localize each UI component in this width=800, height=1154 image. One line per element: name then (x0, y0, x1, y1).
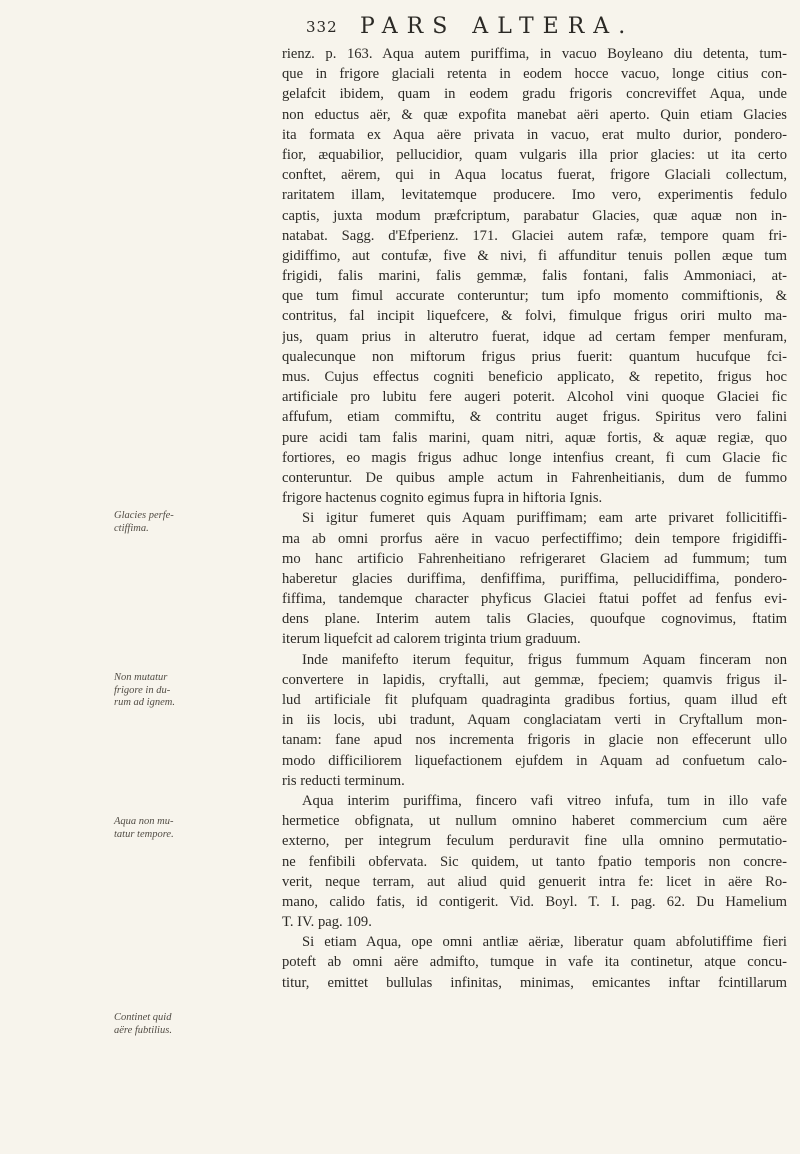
running-title: PARS ALTERA. (360, 14, 635, 39)
text-line: artificiale pro lubitu fere augeri poterit. Alcohol vini quoque Glaciei fic (282, 389, 787, 406)
text-line: T. IV. pag. 109. (282, 914, 372, 931)
text-line: que tum fimul accurate conteruntur; tum ipfo momento commiftionis, & (282, 288, 787, 305)
text-line: captis, juxta modum præfcriptum, parabatur Glacies, quæ aquæ non in- (282, 207, 787, 224)
text-line: titur, emittet bullulas infinitas, minimas, emicantes inftar fcintillarum (282, 974, 787, 991)
text-line: modo difficiliorem liquefactionem ejufdem in Aquam ad confuetum calo- (282, 752, 787, 769)
text-line: hermetice obfignata, ut nullum omnino haberet commercium cum aëre (282, 813, 787, 830)
text-line: fiffima, tandemque character phyficus Glaciei ftatui poffet ad fenfus evi- (282, 591, 787, 608)
text-line: mus. Cujus effectus cogniti beneficio applicato, & repetito, frigus hoc (282, 369, 787, 385)
page-number: 332 (306, 18, 338, 36)
text-line: contritus, fal incipit liquefcere, & folvi, fimulque frigus oriri multo ma- (282, 308, 787, 325)
text-line: fortiores, eo magis frigus adhuc longe intenfius creant, fi cum Glacie fic (282, 449, 787, 466)
text-line: Inde manifefto iterum fequitur, frigus fummum Aquam finceram non (302, 651, 787, 668)
text-line: externo, per integrum feculum perduravit fine ulla omnino permutatio- (282, 833, 787, 850)
text-line: pure acidi tam falis marini, quam nitri, aquæ fortis, & aquæ regiæ, quo (282, 429, 787, 446)
text-line: conteruntur. De quibus ample actum in Fahrenheitianis, dum de fummo (282, 469, 787, 486)
text-line: verit, neque terram, aut aliud quid genuerit intra fe: licet in aëre Ro- (282, 873, 787, 890)
text-line: haberetur glacies duriffima, denfiffima, puriffima, pellucidiffima, pondero- (282, 570, 787, 587)
text-line: ris reducti terminum. (282, 772, 405, 789)
margin-note-2 (114, 672, 178, 710)
margin-note-line: ctiffima. (114, 522, 149, 534)
text-line: mo hanc artificio Fahrenheitiano refrigeraret Glaciem ad fummum; tum (282, 550, 787, 567)
text-line: frigore hactenus cognito egimus fupra in hiftoria Ignis. (282, 490, 603, 507)
text-line: poteft ab omni aëre admifto, tumque in vafe ita continetur, atque concu- (282, 954, 787, 971)
text-line: tanam: fane apud nos incrementa frigoris in glacie non effecerunt ullo (282, 732, 787, 749)
text-line: raritatem illam, levitatemque producere. Imo vero, experimentis fedulo (282, 187, 787, 204)
text-line: gidiffimo, aut contufæ, five & nivi, fi affunditur tenuis pollen æque tum (282, 247, 787, 264)
margin-note-line: Non mutatur (114, 672, 168, 683)
margin-note-1 (114, 510, 178, 535)
text-line: dens plane. Interim autem talis Glacies, quoufque cognovimus, ftatim (282, 611, 787, 628)
text-line: qualecunque non miftorum frigus prius fuerit: quantum hucufque fci- (282, 348, 787, 365)
margin-note-line: tatur tempore. (114, 828, 174, 840)
text-line: iterum liquefcit ad calorem triginta trium graduum. (282, 631, 581, 648)
margin-note-line: aëre fubtilius. (114, 1024, 172, 1036)
margin-note-line: frigore in du- (114, 684, 171, 696)
body-text (282, 44, 787, 993)
text-line: in iis locis, ubi tradunt, Aquam conglaciatam verti in Cryftallum mon- (282, 712, 787, 729)
text-line: convertere in lapidis, cryftalli, aut gemmæ, fpeciem; quamvis frigus il- (282, 671, 787, 688)
text-line: mano, calido fatis, id contigerit. Vid. Boyl. T. I. pag. 62. Du Hamelium (282, 893, 787, 910)
margin-note-4 (114, 1012, 178, 1037)
text-line: natabat. Sagg. d'Efperienz. 171. Glaciei autem rafæ, tempore quam fri- (282, 227, 787, 244)
text-line: Si igitur fumeret quis Aquam puriffimam; eam arte privaret follicitiffi- (302, 510, 787, 527)
text-line: que in frigore glaciali retenta in eodem hocce vacuo, longe citius con- (282, 66, 787, 83)
text-line: ma ab omni prorfus aëre in vacuo perfectiffimo; dein tempore frigidiffi- (282, 530, 787, 547)
text-line: Aqua interim puriffima, fincero vafi vitreo infufa, tum in illo vafe (302, 792, 787, 809)
text-line: fior, æquabilior, pellucidior, quam vulgaris illa prior glacies: ut ita certo (282, 146, 787, 163)
page-header (0, 16, 800, 46)
text-line: lud artificiale fit plufquam quadraginta gradibus fortius, quam illud eft (282, 692, 787, 708)
margin-note-line: Aqua non mu- (114, 816, 174, 827)
text-line: rienz. p. 163. Aqua autem puriffima, in vacuo Boyleano diu detenta, tum- (282, 46, 787, 62)
text-line: ne fenfibili obfervata. Sic quidem, ut tanto fpatio temporis non concre- (282, 853, 787, 870)
text-line: conftet, aërem, qui in Aqua locatus fuerat, frigore Glaciali collectum, (282, 167, 787, 184)
margin-note-line: rum ad ignem. (114, 697, 175, 708)
margin-note-line: Glacies perfe- (114, 510, 174, 521)
margin-note-line: Continet quid (114, 1012, 172, 1023)
text-line: frigidi, falis marini, falis gemmæ, falis fontani, falis Ammoniaci, at- (282, 268, 787, 285)
text-line: gelafcit ibidem, quam in eodem gradu frigoris concreviffet Aqua, unde (282, 86, 787, 103)
text-line: Si etiam Aqua, ope omni antliæ aëriæ, liberatur quam abfolutiffime fieri (302, 934, 787, 951)
text-line: affufum, etiam commiftu, & contritu auget frigus. Spiritus vero falini (282, 409, 787, 426)
text-line: jus, quam prius in alterutro fuerat, idque ad certam femper menfuram, (282, 328, 787, 345)
margin-note-3 (114, 816, 178, 841)
text-line: ita formata ex Aqua aëre privata in vacuo, erat multo durior, pondero- (282, 126, 787, 143)
text-line: non eductus aër, & quæ expofita manebat aëri aperto. Quin etiam Glacies (282, 106, 787, 123)
